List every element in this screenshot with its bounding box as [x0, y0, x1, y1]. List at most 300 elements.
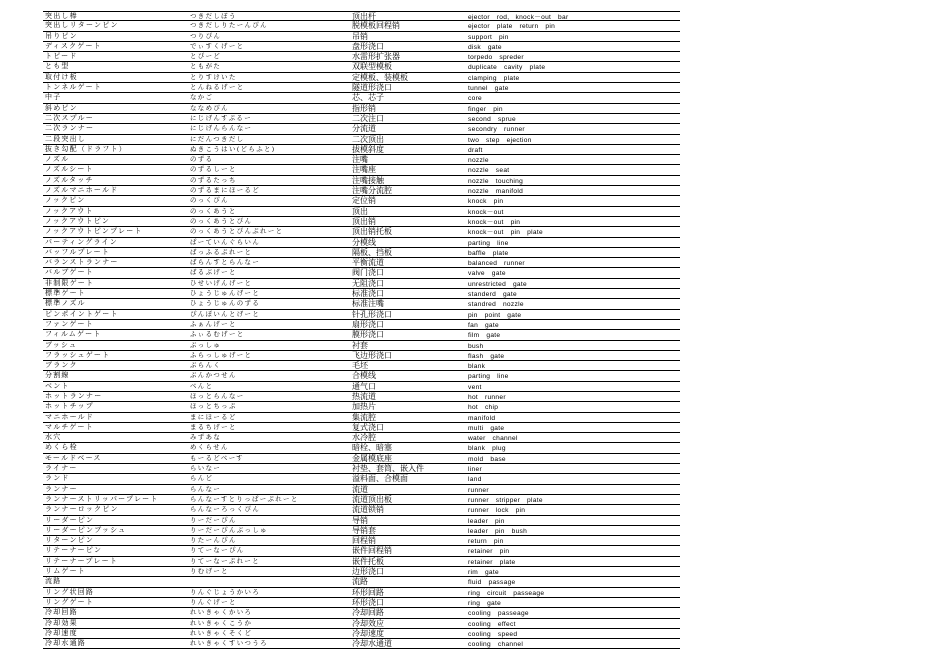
term-reading: らんなーろっくぴん — [190, 505, 261, 514]
term-chinese: 环形浇口 — [352, 597, 384, 607]
term-japanese: 中子 — [45, 93, 62, 102]
table-row — [43, 433, 680, 443]
term-reading: のずるまにほーるど — [190, 186, 261, 195]
term-chinese: 二次顶出 — [352, 134, 384, 144]
term-japanese: ファンゲート — [45, 319, 94, 328]
term-reading: とんねるげーと — [190, 83, 245, 92]
table-row — [43, 588, 680, 598]
table-row — [43, 361, 680, 371]
table-row — [43, 238, 680, 248]
term-english: two step ejection — [468, 136, 532, 144]
term-english: water channel — [468, 435, 518, 443]
term-reading: ひせいげんげーと — [190, 278, 253, 287]
term-japanese: リング状回路 — [45, 587, 95, 596]
term-reading: ふぃるむげーと — [190, 330, 245, 339]
term-reading: りんぐじょうかいろ — [190, 587, 261, 596]
term-japanese: パーティングライン — [45, 237, 118, 246]
table-row — [43, 207, 680, 217]
table-row — [43, 248, 680, 258]
term-chinese: 隧道形浇口 — [352, 83, 392, 93]
table-row — [43, 186, 680, 196]
term-english: hot chip — [468, 404, 499, 412]
term-english: cooling channel — [468, 641, 524, 649]
table-row — [43, 21, 680, 31]
table-row — [43, 32, 680, 42]
term-english: ejector plate return pin — [468, 23, 556, 31]
term-japanese: 冷却効果 — [45, 618, 78, 627]
term-english: core — [468, 95, 483, 103]
term-chinese: 芯、芯子 — [352, 93, 384, 103]
term-japanese: 冷却回路 — [45, 608, 78, 617]
term-reading: べんと — [190, 381, 214, 390]
term-chinese: 流道 — [352, 484, 368, 494]
term-japanese: 非制限ゲート — [45, 278, 95, 287]
term-japanese: ベント — [45, 381, 70, 390]
term-chinese: 注嘴接触 — [352, 175, 384, 185]
term-chinese: 定位销 — [352, 196, 376, 206]
term-japanese: 二次スプルー — [45, 113, 94, 122]
term-chinese: 流道锁销 — [352, 505, 384, 515]
term-chinese: 流道顶出板 — [352, 494, 392, 504]
term-japanese: リムゲート — [45, 567, 86, 576]
term-reading: とぴーど — [190, 52, 222, 61]
term-japanese: ブランク — [45, 361, 78, 370]
term-japanese: ディスクゲート — [45, 41, 102, 50]
table-row — [43, 454, 680, 464]
term-japanese: ノズルマニホールド — [45, 186, 119, 195]
term-english: valve gate — [468, 270, 506, 278]
term-reading: れいきゃくすいつうろ — [190, 639, 268, 648]
table-row — [43, 299, 680, 309]
term-reading: れいきゃくそくど — [190, 628, 253, 637]
table-row — [43, 258, 680, 268]
term-reading: のずる — [190, 155, 214, 164]
term-english: finger pin — [468, 105, 503, 113]
table-row — [43, 423, 680, 433]
term-reading: りんぐげーと — [190, 597, 237, 606]
term-reading: まにほーるど — [190, 412, 237, 421]
term-chinese: 嵌件托板 — [352, 556, 384, 566]
table-row — [43, 73, 680, 83]
table-row — [43, 413, 680, 423]
term-reading: ぴんぽいんとげーと — [190, 309, 261, 318]
term-english: return pin — [468, 538, 504, 546]
term-chinese: 膜形浇口 — [352, 330, 384, 340]
term-japanese: マニホールド — [45, 412, 95, 421]
term-japanese: とも型 — [45, 62, 70, 71]
term-english: baffle plate — [468, 249, 509, 257]
term-english: knock－out pin plate — [468, 229, 543, 237]
term-reading: ともがた — [190, 62, 222, 71]
term-english: nozzle manifold — [468, 188, 524, 196]
term-chinese: 毛坯 — [352, 361, 368, 371]
table-row — [43, 557, 680, 567]
term-english: leader pin — [468, 517, 505, 525]
term-english: rim gate — [468, 569, 499, 577]
term-japanese: トピード — [45, 52, 78, 61]
table-row — [43, 619, 680, 629]
term-english: parting line — [468, 239, 509, 247]
table-row — [43, 176, 680, 186]
term-chinese: 平衡流道 — [352, 258, 384, 268]
term-chinese: 标准浇口 — [352, 289, 384, 299]
term-japanese: バランストランナー — [45, 258, 119, 267]
term-reading: つりぴん — [190, 31, 222, 40]
term-chinese: 注嘴 — [352, 155, 368, 165]
term-english: film gate — [468, 332, 501, 340]
term-japanese: 二段突出し — [45, 134, 86, 143]
term-english: clamping plate — [468, 74, 520, 82]
term-japanese: 標準ゲート — [45, 289, 86, 298]
term-japanese: モールドベース — [45, 453, 102, 462]
term-japanese: 標準ノズル — [45, 299, 86, 308]
term-japanese: ライナー — [45, 464, 78, 473]
term-reading: ひょうじゅんげーと — [190, 289, 261, 298]
term-reading: らんなー — [190, 484, 222, 493]
term-english: balanced runner — [468, 260, 525, 268]
term-reading: つきだしぼう — [190, 12, 237, 20]
term-chinese: 加热片 — [352, 402, 376, 412]
term-japanese: 冷却水通路 — [45, 639, 86, 648]
term-chinese: 环形回路 — [352, 587, 384, 597]
table-row — [43, 495, 680, 505]
term-reading: ばるぶげーと — [190, 268, 237, 277]
table-row — [43, 443, 680, 453]
term-reading: ばらんすとらんなー — [190, 258, 261, 267]
term-english: land — [468, 476, 482, 484]
term-chinese: 衬套 — [352, 340, 368, 350]
term-english: second sprue — [468, 115, 516, 123]
term-chinese: 指形销 — [352, 103, 376, 113]
term-reading: りーだーぴん — [190, 515, 237, 524]
term-chinese: 复式浇口 — [352, 422, 384, 432]
term-english: cooling effect — [468, 620, 516, 628]
term-english: cooling passeage — [468, 610, 529, 618]
term-reading: ほっとちっぷ — [190, 402, 237, 411]
term-chinese: 顶出杆 — [352, 12, 376, 21]
term-chinese: 冷却效应 — [352, 618, 384, 628]
term-reading: まるちげーと — [190, 422, 237, 431]
term-reading: ぬきこうはい(どらふと) — [190, 144, 276, 153]
term-english: bush — [468, 342, 484, 350]
term-english: runner stripper plate — [468, 496, 543, 504]
term-english: ejector rod, knock－out bar — [468, 14, 569, 21]
term-reading: らいなー — [190, 464, 222, 473]
term-reading: のっくあうとぴん — [190, 216, 253, 225]
term-english: cooling speed — [468, 630, 518, 638]
table-row — [43, 598, 680, 608]
term-japanese: 冷却速度 — [45, 628, 78, 637]
term-english: blank plug — [468, 445, 506, 453]
table-row — [43, 526, 680, 536]
term-japanese: ランナー — [45, 484, 78, 493]
term-japanese: ホットランナー — [45, 391, 103, 400]
term-chinese: 标准注嘴 — [352, 299, 384, 309]
term-reading: みずあな — [190, 433, 222, 442]
term-japanese: マルチゲート — [45, 422, 94, 431]
term-reading: ほっとらんなー — [190, 391, 245, 400]
term-english: pin point gate — [468, 311, 522, 319]
table-row — [43, 196, 680, 206]
term-english: fan gate — [468, 321, 499, 329]
table-row — [43, 279, 680, 289]
term-chinese: 无阻浇口 — [352, 278, 384, 288]
table-row — [43, 577, 680, 587]
term-chinese: 导销 — [352, 515, 368, 525]
table-row — [43, 382, 680, 392]
term-japanese: ノックアウトピンプレート — [45, 227, 143, 236]
term-english: tunnel gate — [468, 85, 509, 93]
term-chinese: 暗栓、暗塞 — [352, 443, 392, 453]
term-chinese: 水雷形扩张器 — [352, 52, 400, 62]
term-reading: のっくぴん — [190, 196, 229, 205]
term-chinese: 顶出销托板 — [352, 227, 392, 237]
term-chinese: 水冷腔 — [352, 433, 376, 443]
table-row — [43, 268, 680, 278]
table-row — [43, 402, 680, 412]
term-english: unrestricted gate — [468, 280, 527, 288]
table-row — [43, 289, 680, 299]
table-row — [43, 155, 680, 165]
term-reading: りたーんぴん — [190, 536, 237, 545]
table-row — [43, 608, 680, 618]
term-japanese: 斜めピン — [45, 103, 78, 112]
table-row — [43, 485, 680, 495]
term-reading: れいきゃくこうか — [190, 618, 253, 627]
term-english: runner lock pin — [468, 507, 526, 515]
table-row — [43, 330, 680, 340]
table-row — [43, 516, 680, 526]
term-reading: りてーなーぴん — [190, 546, 245, 555]
term-japanese: バルブゲート — [45, 268, 94, 277]
term-chinese: 隔板、挡板 — [352, 247, 392, 257]
term-japanese: バッフルプレート — [45, 247, 111, 256]
term-english: hot runner — [468, 393, 506, 401]
term-reading: ばっふるぷれーと — [190, 247, 253, 256]
term-chinese: 溢料面、合模面 — [352, 474, 408, 484]
term-english: nozzle seat — [468, 167, 510, 175]
term-japanese: フラッシュゲート — [45, 350, 111, 359]
term-chinese: 阀门浇口 — [352, 268, 384, 278]
term-japanese: 水穴 — [45, 433, 62, 442]
term-chinese: 注嘴座 — [352, 165, 376, 175]
term-english: liner — [468, 466, 482, 474]
term-japanese: ランド — [45, 474, 70, 483]
term-reading: とりすけいた — [190, 72, 237, 81]
term-chinese: 冷却速度 — [352, 628, 384, 638]
table-row — [43, 392, 680, 402]
table-row — [43, 474, 680, 484]
table-row — [43, 104, 680, 114]
table-row — [43, 83, 680, 93]
term-english: nozzle — [468, 157, 489, 165]
term-english: support pin — [468, 33, 509, 41]
term-chinese: 流路 — [352, 577, 368, 587]
term-reading: なかご — [190, 93, 214, 102]
term-japanese: フィルムゲート — [45, 330, 102, 339]
term-reading: もーるどべーす — [190, 453, 244, 462]
term-reading: れいきゃくかいろ — [190, 608, 253, 617]
term-japanese: ノズルシート — [45, 165, 94, 174]
term-chinese: 合模线 — [352, 371, 376, 381]
table-row — [43, 11, 680, 21]
term-chinese: 导销套 — [352, 525, 376, 535]
table-row — [43, 145, 680, 155]
term-chinese: 分流道 — [352, 124, 376, 134]
table-row — [43, 52, 680, 62]
term-japanese: 分割線 — [45, 371, 70, 380]
term-chinese: 双联型模板 — [352, 62, 392, 72]
term-reading: のっくあうと — [190, 206, 237, 215]
term-english: knock pin — [468, 198, 504, 206]
term-chinese: 脱模板回程销 — [352, 21, 400, 31]
table-row — [43, 567, 680, 577]
term-chinese: 飞边形浇口 — [352, 350, 392, 360]
term-chinese: 顶出销 — [352, 216, 376, 226]
term-japanese: リターンピン — [45, 536, 95, 545]
term-reading: のずるしーと — [190, 165, 237, 174]
table-row — [43, 639, 680, 649]
term-japanese: リテーナーピン — [45, 546, 103, 555]
term-reading: ひょうじゅんのずる — [190, 299, 261, 308]
term-english: knock－out — [468, 208, 504, 216]
term-chinese: 注嘴分流腔 — [352, 186, 392, 196]
term-english: standerd gate — [468, 291, 517, 299]
term-japanese: ランナーストリッパープレート — [45, 494, 159, 503]
term-japanese: 突出しリターンピン — [45, 21, 119, 30]
term-chinese: 冷却水通道 — [352, 639, 392, 649]
term-reading: りーだーぴんぶっしゅ — [190, 525, 268, 534]
term-english: duplicate cavity plate — [468, 64, 546, 72]
term-reading: りてーなーぷれーと — [190, 556, 260, 565]
term-chinese: 定模板、装模板 — [352, 72, 408, 82]
table-row — [43, 124, 680, 134]
term-japanese: ノックピン — [45, 196, 86, 205]
table-row — [43, 320, 680, 330]
term-chinese: 拔模斜度 — [352, 144, 384, 154]
term-english: parting line — [468, 373, 509, 381]
term-japanese: ピンポイントゲート — [45, 309, 119, 318]
table-row — [43, 42, 680, 52]
term-english: ring circuit passeage — [468, 589, 545, 597]
term-reading: ぶんかつせん — [190, 371, 237, 380]
term-english: flash gate — [468, 352, 505, 360]
table-row — [43, 371, 680, 381]
term-japanese: ノズル — [45, 155, 70, 164]
term-reading: ぶらんく — [190, 361, 222, 370]
term-chinese: 二次注口 — [352, 113, 384, 123]
term-japanese: トンネルゲート — [45, 83, 103, 92]
term-english: multi gate — [468, 424, 505, 432]
term-japanese: めくら栓 — [45, 443, 78, 452]
table-row — [43, 310, 680, 320]
table-row — [43, 351, 680, 361]
term-chinese: 针孔形浇口 — [352, 309, 392, 319]
glossary-table — [43, 11, 680, 649]
term-english: mold base — [468, 455, 506, 463]
term-reading: らんなーすとりっぱーぷれーと — [190, 494, 299, 503]
term-chinese: 扇形浇口 — [352, 319, 384, 329]
term-japanese: リテーナープレート — [45, 556, 119, 565]
term-japanese: リングゲート — [45, 597, 95, 606]
term-english: disk gate — [468, 43, 502, 51]
term-chinese: 顶出 — [352, 206, 368, 216]
table-row — [43, 536, 680, 546]
term-reading: ふらっしゅげーと — [190, 350, 253, 359]
term-reading: めくらせん — [190, 443, 229, 452]
term-reading: にじげんすぷるー — [190, 113, 253, 122]
term-reading: にだんつきだし — [190, 134, 245, 143]
term-reading: ふぁんげーと — [190, 319, 237, 328]
term-reading: つきだしりたーんぴん — [190, 21, 268, 30]
table-row — [43, 629, 680, 639]
term-chinese: 盘形浇口 — [352, 41, 384, 51]
table-row — [43, 505, 680, 515]
term-chinese: 集流腔 — [352, 412, 376, 422]
term-chinese: 衬垫、套筒、嵌入件 — [352, 464, 424, 474]
term-english: blank — [468, 363, 486, 371]
term-english: retainer plate — [468, 558, 516, 566]
term-chinese: 边形浇口 — [352, 567, 384, 577]
term-chinese: 通气口 — [352, 381, 376, 391]
term-japanese: 取付け板 — [45, 72, 78, 81]
table-row — [43, 464, 680, 474]
term-english: torpedo spreder — [468, 54, 524, 62]
term-reading: ぱーていんぐらいん — [190, 237, 261, 246]
term-chinese: 嵌件回程销 — [352, 546, 392, 556]
term-japanese: ブッシュ — [45, 340, 78, 349]
term-japanese: ノズルタッチ — [45, 175, 94, 184]
table-row — [43, 165, 680, 175]
term-japanese: 流路 — [45, 577, 62, 586]
term-reading: でぃすくげーと — [190, 41, 245, 50]
table-row — [43, 62, 680, 72]
term-english: manifold — [468, 414, 496, 422]
term-reading: ななめぴん — [190, 103, 229, 112]
term-japanese: リーダーピンブッシュ — [45, 525, 127, 534]
term-english: standred nozzle — [468, 301, 524, 309]
term-english: leader pin bush — [468, 527, 528, 535]
term-english: draft — [468, 146, 483, 154]
term-chinese: 回程销 — [352, 536, 376, 546]
term-reading: ぶっしゅ — [190, 340, 222, 349]
table-row — [43, 93, 680, 103]
table-row — [43, 227, 680, 237]
term-japanese: 抜き勾配（ドラフト） — [45, 144, 127, 153]
term-japanese: ランナーロックピン — [45, 505, 119, 514]
term-reading: のずるたっち — [190, 175, 237, 184]
term-english: retainer pin — [468, 548, 510, 556]
term-english: nozzle touching — [468, 177, 524, 185]
term-japanese: ホットチップ — [45, 402, 94, 411]
term-japanese: ノックアウト — [45, 206, 94, 215]
term-reading: りむげーと — [190, 567, 229, 576]
term-chinese: 热流道 — [352, 391, 376, 401]
term-english: knock－out pin — [468, 218, 521, 226]
table-row — [43, 135, 680, 145]
table-row — [43, 546, 680, 556]
term-reading: のっくあうとぴんぷれーと — [190, 227, 284, 236]
term-english: runner — [468, 486, 489, 494]
table-row — [43, 114, 680, 124]
term-japanese: 突出し棒 — [45, 12, 78, 20]
term-english: fluid passage — [468, 579, 516, 587]
term-english: vent — [468, 383, 482, 391]
term-chinese: 冷却回路 — [352, 608, 384, 618]
term-reading: にじげんらんなー — [190, 124, 253, 133]
term-chinese: 分模线 — [352, 237, 376, 247]
term-japanese: 二次ランナー — [45, 124, 95, 133]
